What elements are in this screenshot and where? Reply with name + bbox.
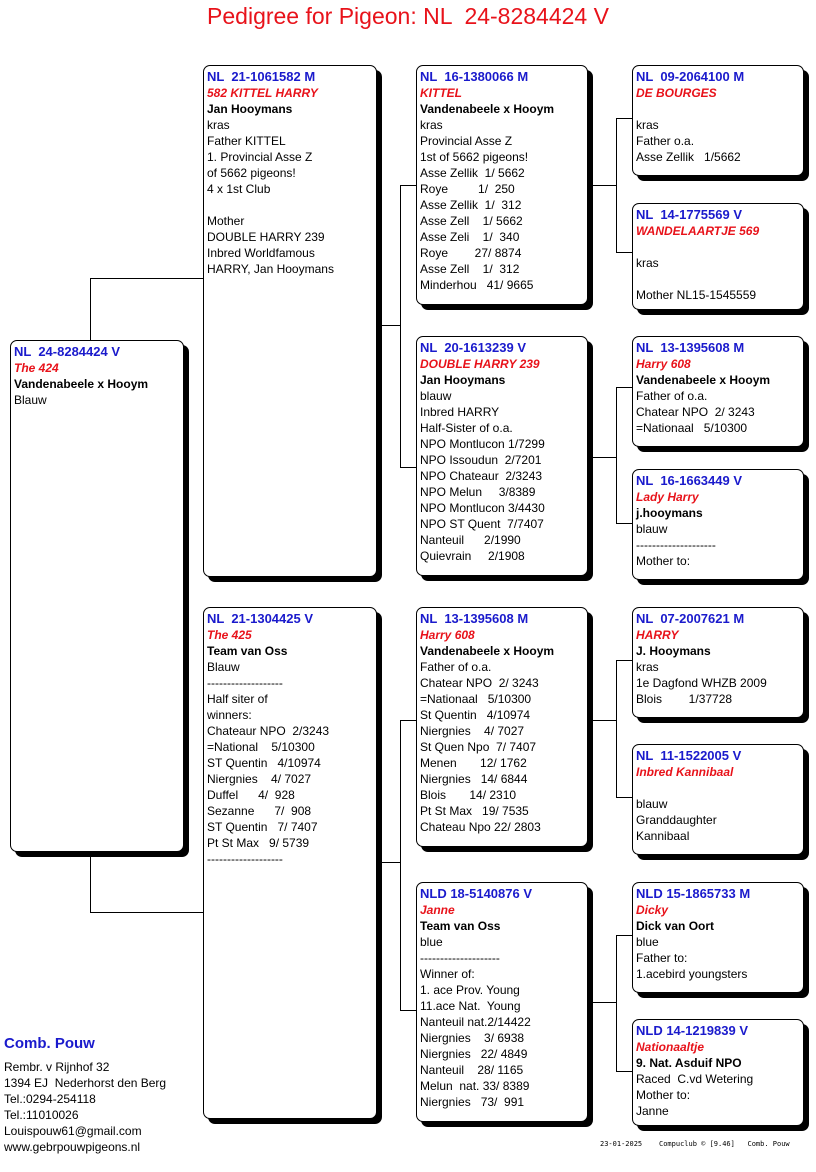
info-line: =Nationaal 5/10300 [420,692,532,706]
info-line: Nanteuil 28/ 1165 [420,1063,524,1077]
info-line: Kannibaal [636,829,690,843]
info-line: Niergnies 4/ 7027 [207,772,312,786]
connector-line [616,935,633,936]
info-line: St Quen Npo 7/ 7407 [420,740,537,754]
connector-line [616,797,633,798]
connector-line [400,720,417,721]
info-line: Asse Zellik 1/ 5662 [420,166,525,180]
info-line: Vandenabeele x Hooym [636,373,771,387]
info-line: 1.acebird youngsters [636,967,748,981]
info-line: Inbred HARRY [420,405,500,419]
info-line: Niergnies 4/ 7027 [420,724,525,738]
info-line: Raced C.vd Wetering [636,1072,754,1086]
info-line: kras [207,118,230,132]
bird-name: Nationaaltje [636,1040,705,1054]
connector-line [592,185,616,186]
info-line [636,101,803,117]
phone-line: Tel.:11010026 [4,1108,79,1122]
info-line: Nanteuil 2/1990 [420,533,521,547]
info-line: Blois 1/37728 [636,692,733,706]
info-line: Team van Oss [207,644,288,658]
info-line: blue [636,935,659,949]
ring-number: NL 13-1395608 M [636,340,745,355]
info-line: Vandenabeele x Hooym [14,377,149,391]
breeder-name: Comb. Pouw [4,1035,95,1052]
bird-card-sire-sire-sire[interactable] [632,65,804,176]
connector-line [616,118,617,252]
info-line: 9. Nat. Asduif NPO [636,1056,742,1070]
info-line: Blauw [207,660,240,674]
info-line: blue [420,935,443,949]
ring-number: NL 16-1380066 M [420,69,529,84]
info-line: Vandenabeele x Hooym [420,644,555,658]
page-title: Pedigree for Pigeon: NL 24-8284424 V [207,3,609,29]
info-line: Chatear NPO 2/ 3243 [420,676,539,690]
bird-name: 582 KITTEL HARRY [207,86,318,100]
bird-card-sire-dam[interactable] [416,336,588,576]
ring-number: NL 07-2007621 M [636,611,745,626]
info-line: ------------------- [207,852,283,866]
info-line: Niergnies 22/ 4849 [420,1047,528,1061]
info-line: Chateaur NPO 2/3243 [207,724,330,738]
info-line: kras [636,118,659,132]
info-line: =Nationaal 5/10300 [636,421,748,435]
connector-line [90,278,204,279]
info-line: Dick van Oort [636,919,715,933]
info-line: Half siter of [207,692,268,706]
info-line: Chatear NPO 2/ 3243 [636,405,755,419]
bird-name: Janne [420,903,455,917]
info-line: Melun nat. 33/ 8389 [420,1079,530,1093]
info-line: Vandenabeele x Hooym [420,102,555,116]
info-line: HARRY, Jan Hooymans [207,262,334,276]
connector-line [592,457,616,458]
info-line: NPO Montlucon 1/7299 [420,437,545,451]
bird-card-sire-dam-sire[interactable] [632,336,804,447]
info-line: -------------------- [420,951,500,965]
ring-number: NL 11-1522005 V [636,748,742,763]
connector-line [616,660,633,661]
bird-name: DE BOURGES [636,86,717,100]
info-line: kras [636,256,659,270]
info-line: Mother NL15-1545559 [636,288,757,302]
info-line: J. Hooymans [636,644,711,658]
info-line: 1. ace Prov. Young [420,983,520,997]
info-line: Pt St Max 9/ 5739 [207,836,310,850]
info-line: Father to: [636,951,688,965]
info-line: Father KITTEL [207,134,286,148]
bird-card-sire-sire-dam[interactable] [632,203,804,310]
ring-number: NL 24-8284424 V [14,344,120,359]
info-line: -------------------- [636,538,716,552]
ring-number: NL 21-1304425 V [207,611,313,626]
info-line: Provincial Asse Z [420,134,513,148]
info-line: Quievrain 2/1908 [420,549,525,563]
info-line: Inbred Worldfamous [207,246,315,260]
info-line: Father of o.a. [420,660,492,674]
phone-line: Tel.:0294-254118 [4,1092,96,1106]
info-line: kras [420,118,443,132]
info-line: Roye 27/ 8874 [420,246,522,260]
connector-line [592,1002,616,1003]
info-line: ST Quentin 4/10974 [207,756,321,770]
info-line: Team van Oss [420,919,501,933]
info-line: Niergnies 73/ 991 [420,1095,525,1109]
info-line: ST Quentin 7/ 7407 [207,820,318,834]
info-line: Duffel 4/ 928 [207,788,295,802]
ring-number: NL 09-2064100 M [636,69,745,84]
info-line [636,271,803,287]
info-line: NPO ST Quent 7/7407 [420,517,544,531]
connector-line [90,278,91,340]
ring-number: NLD 18-5140876 V [420,886,533,901]
info-line: St Quentin 4/10974 [420,708,531,722]
info-line: ------------------- [207,676,283,690]
connector-line [616,387,633,388]
bird-card-sire-sire[interactable] [416,65,588,305]
info-line: Winner of: [420,967,475,981]
ring-number: NL 13-1395608 M [420,611,529,626]
website-link[interactable]: www.gebrpouwpigeons.nl [4,1140,141,1154]
info-line: NPO Chateaur 2/3243 [420,469,543,483]
info-line: Asse Zellik 1/5662 [636,150,741,164]
info-line: Chateau Npo 22/ 2803 [420,820,541,834]
breeder-contact [4,1034,166,1155]
bird-card-dam[interactable] [203,607,377,1119]
bird-name: The 424 [14,361,59,375]
bird-card-dam-dam-dam[interactable] [632,1019,804,1126]
connector-line [616,252,633,253]
info-line: Jan Hooymans [420,373,506,387]
connector-line [616,387,617,523]
info-line: NPO Melun 3/8389 [420,485,536,499]
info-line: j.hooymans [636,506,703,520]
bird-name: KITTEL [420,86,462,100]
info-line [207,197,376,213]
connector-line [90,912,204,913]
info-line: Mother [207,214,245,228]
bird-name: DOUBLE HARRY 239 [420,357,540,371]
ring-number: NL 16-1663449 V [636,473,742,488]
info-line: Pt St Max 19/ 7535 [420,804,529,818]
info-line [636,780,803,796]
info-line [636,239,803,255]
info-line: DOUBLE HARRY 239 [207,230,325,244]
info-line: kras [636,660,659,674]
info-line: NPO Issoudun 2/7201 [420,453,542,467]
ring-number: NL 21-1061582 M [207,69,316,84]
info-line: Father o.a. [636,134,695,148]
connector-line [400,1010,417,1011]
info-line: Sezanne 7/ 908 [207,804,312,818]
info-line: Mother to: [636,554,691,568]
ring-number: NL 20-1613239 V [420,340,526,355]
info-line: Asse Zell 1/ 312 [420,262,520,276]
bird-name: Dicky [636,903,669,917]
bird-card-dam-dam-sire[interactable] [632,882,804,993]
connector-line [616,935,617,1071]
info-line: Asse Zell 1/ 5662 [420,214,523,228]
info-line: NPO Montlucon 3/4430 [420,501,545,515]
ring-number: NLD 14-1219839 V [636,1023,749,1038]
info-line: Blauw [14,393,47,407]
info-line: Jan Hooymans [207,102,293,116]
bird-card-dam-dam[interactable] [416,882,588,1122]
bird-name: HARRY [636,628,679,642]
connector-line [400,720,401,1010]
info-line: Niergnies 14/ 6844 [420,772,528,786]
info-line: Half-Sister of o.a. [420,421,513,435]
info-line: Mother to: [636,1088,691,1102]
info-line: Janne [636,1104,669,1118]
bird-card-sire-dam-dam[interactable] [632,469,804,580]
connector-line [400,185,417,186]
bird-card-dam-sire-sire[interactable] [632,607,804,718]
connector-line [380,325,400,326]
bird-card-dam-sire[interactable] [416,607,588,847]
info-line: Granddaughter [636,813,717,827]
info-line: blauw [636,797,668,811]
connector-line [616,118,633,119]
info-line: Menen 12/ 1762 [420,756,527,770]
connector-line [592,720,616,721]
info-line: =National 5/10300 [207,740,315,754]
info-line: 1. Provincial Asse Z [207,150,313,164]
bird-card-subject[interactable] [10,340,184,852]
info-line: Blois 14/ 2310 [420,788,517,802]
info-line: Niergnies 3/ 6938 [420,1031,525,1045]
connector-line [616,660,617,797]
info-line: 4 x 1st Club [207,182,271,196]
connector-line [380,862,400,863]
info-line: Roye 1/ 250 [420,182,515,196]
info-line: blauw [420,389,452,403]
ring-number: NL 14-1775569 V [636,207,742,222]
info-line: Father of o.a. [636,389,708,403]
email-link[interactable]: Louispouw61@gmail.com [4,1124,142,1138]
bird-card-dam-sire-dam[interactable] [632,744,804,855]
info-line: blauw [636,522,668,536]
postcode-line: 1394 EJ Nederhorst den Berg [4,1076,167,1090]
connector-line [400,467,417,468]
info-line: Asse Zeli 1/ 340 [420,230,520,244]
info-line: Nanteuil nat.2/14422 [420,1015,531,1029]
bird-name: Harry 608 [420,628,475,642]
info-line: 1e Dagfond WHZB 2009 [636,676,767,690]
info-line: of 5662 pigeons! [207,166,296,180]
address-line: Rembr. v Rijnhof 32 [4,1060,110,1074]
bird-name: WANDELAARTJE 569 [636,224,760,238]
connector-line [616,523,633,524]
connector-line [400,185,401,467]
info-line: 1st of 5662 pigeons! [420,150,529,164]
connector-line [616,1071,633,1072]
ring-number: NLD 15-1865733 M [636,886,751,901]
info-line: winners: [207,708,252,722]
connector-line [90,857,91,912]
bird-name: Lady Harry [636,490,699,504]
info-line: 11.ace Nat. Young [420,999,521,1013]
info-line: Asse Zellik 1/ 312 [420,198,522,212]
bird-card-sire[interactable] [203,65,377,577]
bird-name: The 425 [207,628,252,642]
info-line: Minderhou 41/ 9665 [420,278,534,292]
bird-name: Inbred Kannibaal [636,765,734,779]
print-stamp: 23-01-2025 Compuclub © [9.46] Comb. Pouw [600,1140,790,1148]
bird-name: Harry 608 [636,357,691,371]
